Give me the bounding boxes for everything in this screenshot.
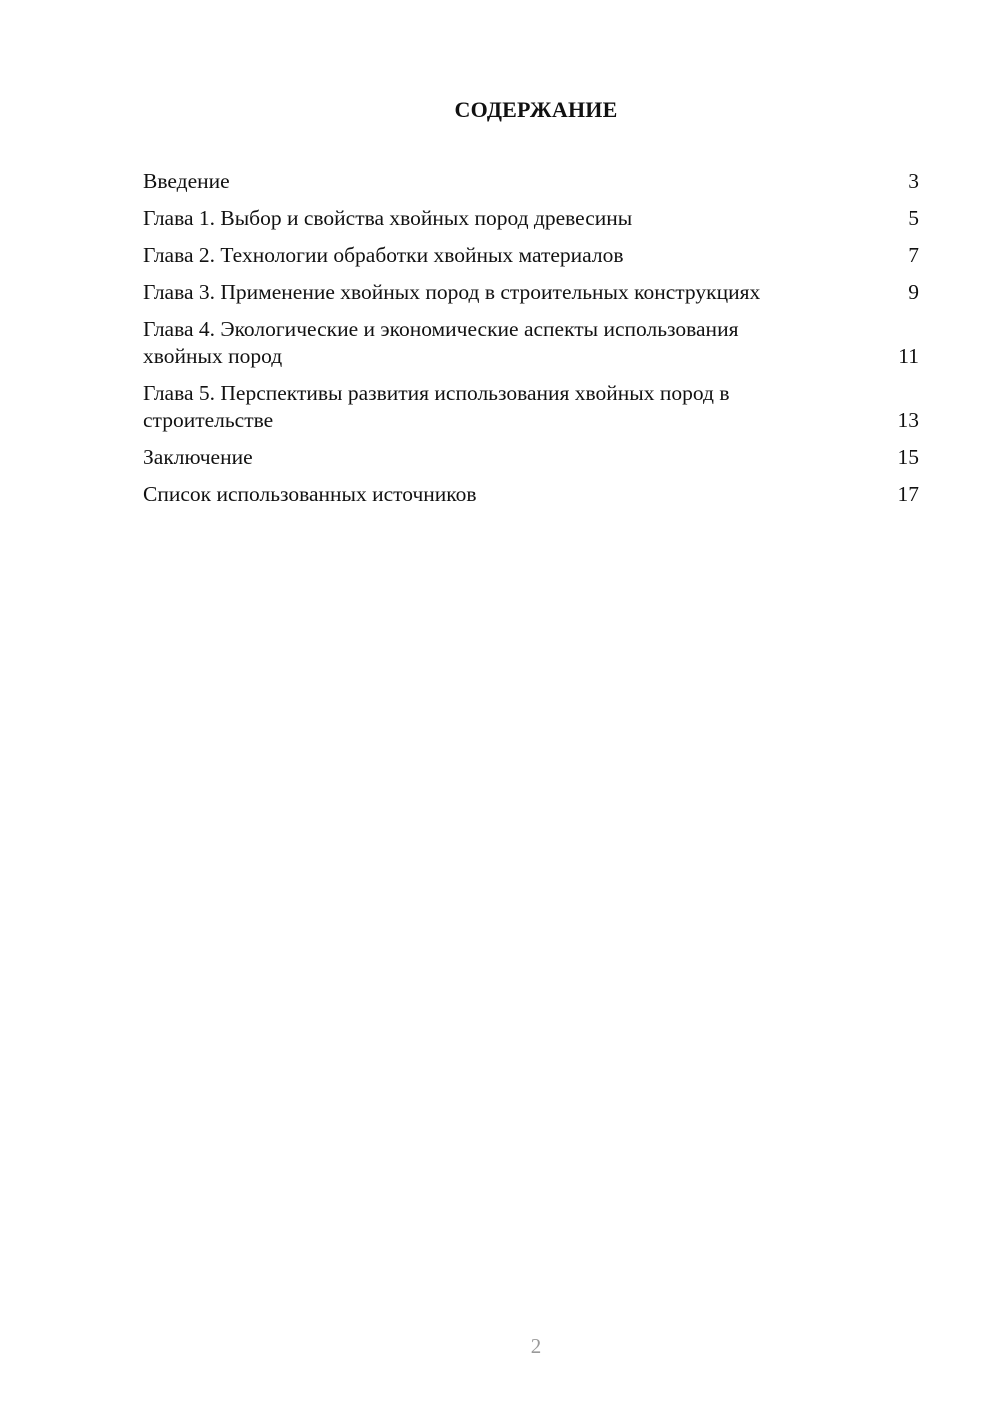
toc-entry: [143, 168, 919, 195]
toc-entry: [143, 380, 919, 434]
toc-entry-label: Глава 3. Применение хвойных пород в строительных конструкциях: [143, 280, 761, 304]
toc-entry-page: 5: [908, 206, 919, 230]
toc-entry: [143, 242, 919, 269]
table-of-contents: [143, 168, 919, 518]
toc-entry: [143, 279, 919, 306]
toc-entry-label: Заключение: [143, 445, 253, 469]
toc-entry: [143, 444, 919, 471]
toc-entry-page: 11: [898, 344, 919, 368]
toc-entry: [143, 205, 919, 232]
toc-entry-label: Глава 2. Технологии обработки хвойных материалов: [143, 243, 624, 267]
toc-entry-label: Введение: [143, 169, 230, 193]
toc-entry-page: 7: [908, 243, 919, 267]
toc-entry-label: Список использованных источников: [143, 482, 477, 506]
toc-entry-label: Глава 4. Экологические и экономические аспекты использования хвойных пород: [143, 317, 739, 368]
toc-entry-label: Глава 1. Выбор и свойства хвойных пород древесины: [143, 206, 633, 230]
toc-entry: [143, 316, 919, 370]
page-title: СОДЕРЖАНИЕ: [454, 97, 618, 122]
toc-entry-page: 17: [897, 482, 919, 506]
page-number: 2: [530, 1334, 542, 1358]
toc-entry-page: 15: [897, 445, 919, 469]
toc-entry: [143, 481, 919, 508]
toc-entry-page: 13: [897, 408, 919, 432]
toc-entry-page: 3: [908, 169, 919, 193]
toc-entry-page: 9: [908, 280, 919, 304]
toc-entry-label: Глава 5. Перспективы развития использования хвойных пород в строительстве: [143, 381, 730, 432]
